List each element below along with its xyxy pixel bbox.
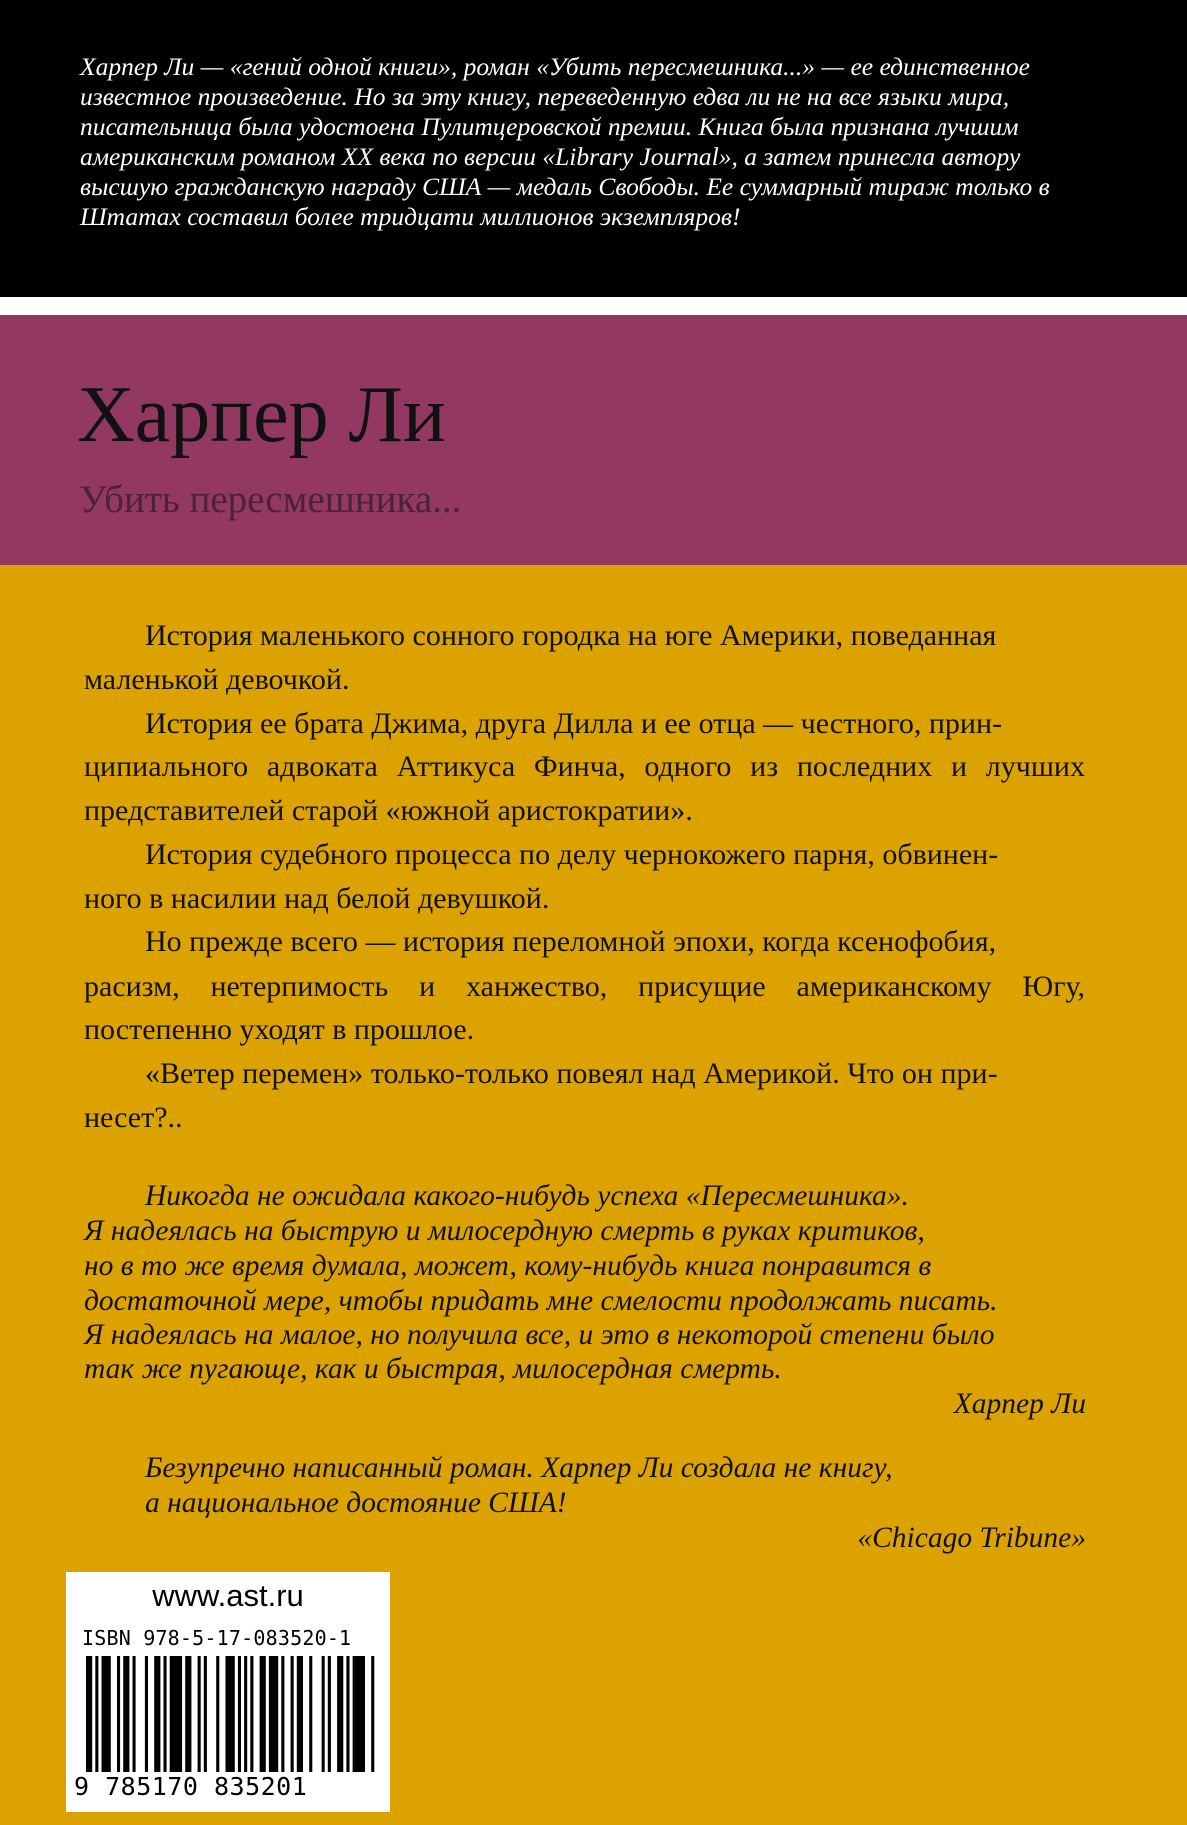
top-blurb-band bbox=[0, 0, 1187, 297]
annotation-line: Но прежде всего — история переломной эпохи, когда ксенофобия, bbox=[145, 925, 997, 958]
quote-line: Я надеялась на малое, но получила все, и это в некоторой степени было bbox=[84, 1319, 995, 1351]
annotation-line: ципиального адвоката Аттикуса Финча, одного из последних и лучших bbox=[84, 750, 1085, 783]
quote-line: Никогда не ожидала какого-нибудь успеха «Пересмешника». bbox=[145, 1180, 909, 1212]
barcode-bar bbox=[133, 1656, 136, 1772]
quote-line: но в то же время думала, может, кому-нибудь книга понравится в bbox=[84, 1250, 932, 1282]
barcode-bar bbox=[117, 1656, 120, 1772]
isbn-barcode-panel bbox=[66, 1572, 390, 1812]
quote-line: Я надеялась на быструю и милосердную смерть в руках критиков, bbox=[84, 1215, 925, 1247]
top-blurb-line: высшую гражданскую награду США — медаль Свободы. Ее суммарный тираж только в bbox=[80, 172, 1050, 201]
annotation-line: «Ветер перемен» только-только повеял над Америкой. Что он при- bbox=[145, 1057, 998, 1090]
top-blurb-line: известное произведение. Но за эту книгу, переведенную едва ли не на все языки мира, bbox=[80, 82, 1010, 111]
title-band bbox=[0, 315, 1187, 565]
barcode-bar bbox=[238, 1656, 241, 1772]
barcode-bar bbox=[322, 1656, 325, 1772]
annotation-line: несет?.. bbox=[84, 1101, 183, 1134]
top-blurb-line: Штатах составил более тридцати миллионов экземпляров! bbox=[80, 202, 741, 231]
annotation-line: представителей старой «южной аристократии». bbox=[84, 794, 693, 827]
barcode-icon bbox=[86, 1656, 376, 1772]
barcode-bar bbox=[250, 1656, 253, 1772]
top-blurb bbox=[80, 52, 1120, 232]
press-quote-attribution: «Chicago Tribune» bbox=[857, 1522, 1086, 1554]
barcode-bar bbox=[86, 1656, 92, 1772]
annotation-line: ного в насилии над белой девушкой. bbox=[84, 882, 550, 915]
quote-line: Безупречно написанный роман. Харпер Ли создала не книгу, bbox=[145, 1452, 893, 1484]
barcode-bar bbox=[244, 1656, 247, 1772]
barcode-bar bbox=[102, 1656, 111, 1772]
barcode-digits: 9 785170 835201 bbox=[74, 1772, 308, 1801]
barcode-bar bbox=[269, 1656, 278, 1772]
annotation-line: История судебного процесса по делу чернокожего парня, обвинен- bbox=[145, 838, 999, 871]
isbn-label: ISBN 978-5-17-083520-1 bbox=[82, 1626, 352, 1650]
barcode-bar bbox=[309, 1656, 312, 1772]
top-blurb-line: Харпер Ли — «гений одной книги», роман «Убить пересмешника...» — ее единственное bbox=[80, 52, 1030, 81]
barcode-bar bbox=[170, 1656, 182, 1772]
book-title: Убить пересмешника... bbox=[79, 478, 462, 521]
barcode-bar bbox=[328, 1656, 331, 1772]
annotation-line: постепенно уходят в прошлое. bbox=[84, 1013, 475, 1046]
divider-strip bbox=[0, 297, 1187, 315]
barcode-bar bbox=[204, 1656, 207, 1772]
barcode-bar bbox=[123, 1656, 129, 1772]
top-blurb-line: американским романом XX века по версии «Library Journal», а затем принесла автору bbox=[80, 142, 1021, 171]
annotation-line: расизм, нетерпимость и ханжество, присущие американскому Югу, bbox=[84, 970, 1085, 1003]
annotation-line: История маленького сонного городка на юге Америки, поведанная bbox=[145, 619, 997, 652]
quote-line: достаточной мере, чтобы придать мне смелости продолжать писать. bbox=[84, 1285, 998, 1317]
barcode-bar bbox=[291, 1656, 294, 1772]
barcode-bar bbox=[226, 1656, 235, 1772]
barcode-bar bbox=[346, 1656, 349, 1772]
barcode-bar bbox=[260, 1656, 266, 1772]
barcode-bar bbox=[297, 1656, 303, 1772]
barcode-bar bbox=[164, 1656, 167, 1772]
top-blurb-line: писательница была удостоена Пулитцеровской премии. Книга была признана лучшим bbox=[80, 112, 1019, 141]
barcode-bar bbox=[216, 1656, 219, 1772]
publisher-url: www.ast.ru bbox=[152, 1578, 304, 1613]
author-quote-attribution: Харпер Ли bbox=[953, 1388, 1086, 1420]
barcode-bar bbox=[337, 1656, 343, 1772]
author-name: Харпер Ли bbox=[77, 371, 446, 459]
barcode-bar bbox=[95, 1656, 98, 1772]
barcode-bar bbox=[185, 1656, 191, 1772]
barcode-bar bbox=[281, 1656, 284, 1772]
barcode-bar bbox=[353, 1656, 365, 1772]
barcode-bar bbox=[371, 1656, 374, 1772]
annotation-line: маленькой девочкой. bbox=[84, 663, 350, 696]
barcode-bar bbox=[154, 1656, 160, 1772]
quote-line: а национальное достояние США! bbox=[145, 1487, 567, 1519]
barcode-bar bbox=[145, 1656, 148, 1772]
quote-line: так же пугающе, как и быстрая, милосердная смерть. bbox=[84, 1353, 782, 1385]
annotation-line: История ее брата Джима, друга Дилла и ее отца — честного, прин- bbox=[145, 707, 1002, 740]
barcode-bar bbox=[198, 1656, 201, 1772]
